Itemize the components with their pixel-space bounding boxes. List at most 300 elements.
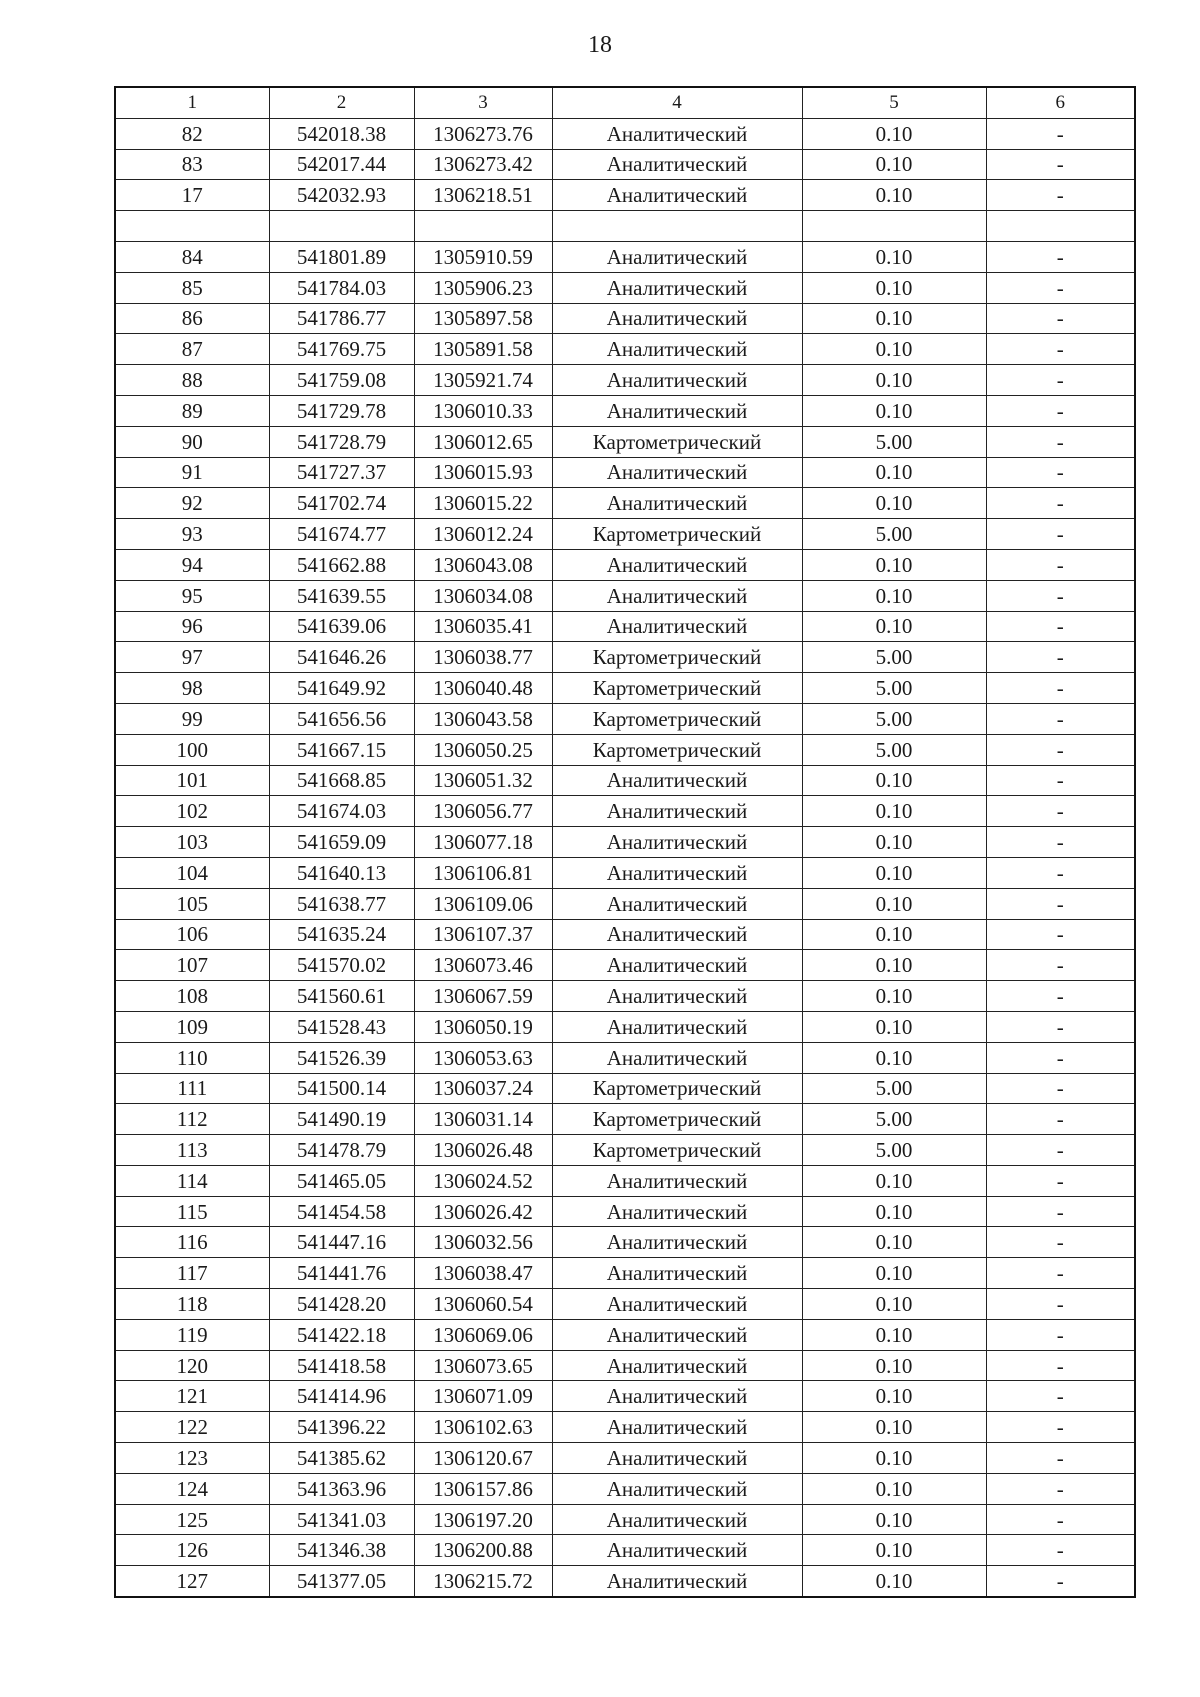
method-cell: Аналитический — [552, 1227, 802, 1258]
table-row — [115, 149, 1135, 180]
y-coordinate-cell: 1306035.41 — [414, 611, 552, 642]
y-coordinate-cell: 1306067.59 — [414, 981, 552, 1012]
table-row — [115, 1443, 1135, 1474]
point-number-cell: 85 — [115, 272, 269, 303]
point-number-cell: 123 — [115, 1443, 269, 1474]
x-coordinate-cell: 541667.15 — [269, 734, 414, 765]
method-cell: Аналитический — [552, 1535, 802, 1566]
page-number: 18 — [588, 32, 612, 58]
table-row — [115, 549, 1135, 580]
x-coordinate-cell: 541341.03 — [269, 1504, 414, 1535]
accuracy-cell: 0.10 — [802, 1196, 986, 1227]
note-cell: - — [986, 149, 1135, 180]
accuracy-cell — [802, 211, 986, 242]
accuracy-cell: 0.10 — [802, 611, 986, 642]
table-row — [115, 519, 1135, 550]
point-number-cell: 92 — [115, 488, 269, 519]
note-cell: - — [986, 1196, 1135, 1227]
x-coordinate-cell: 542032.93 — [269, 180, 414, 211]
x-coordinate-cell: 541639.55 — [269, 580, 414, 611]
y-coordinate-cell: 1306157.86 — [414, 1473, 552, 1504]
y-coordinate-cell: 1306043.08 — [414, 549, 552, 580]
x-coordinate-cell: 541649.92 — [269, 673, 414, 704]
point-number-cell: 99 — [115, 703, 269, 734]
table-row — [115, 488, 1135, 519]
method-cell: Аналитический — [552, 1042, 802, 1073]
table-row — [115, 395, 1135, 426]
method-cell: Аналитический — [552, 1473, 802, 1504]
x-coordinate-cell: 541639.06 — [269, 611, 414, 642]
note-cell: - — [986, 1227, 1135, 1258]
point-number-cell: 120 — [115, 1350, 269, 1381]
accuracy-cell: 0.10 — [802, 796, 986, 827]
method-cell: Картометрический — [552, 703, 802, 734]
x-coordinate-cell: 541441.76 — [269, 1258, 414, 1289]
table-row — [115, 334, 1135, 365]
table-row — [115, 1289, 1135, 1320]
method-cell: Аналитический — [552, 149, 802, 180]
x-coordinate-cell: 541396.22 — [269, 1412, 414, 1443]
table-row — [115, 1473, 1135, 1504]
x-coordinate-cell: 541528.43 — [269, 1011, 414, 1042]
header-cell: 2 — [269, 87, 414, 118]
y-coordinate-cell: 1305891.58 — [414, 334, 552, 365]
accuracy-cell: 0.10 — [802, 1412, 986, 1443]
method-cell: Аналитический — [552, 1165, 802, 1196]
note-cell: - — [986, 426, 1135, 457]
accuracy-cell: 0.10 — [802, 1227, 986, 1258]
method-cell: Аналитический — [552, 1258, 802, 1289]
note-cell: - — [986, 580, 1135, 611]
x-coordinate-cell: 541560.61 — [269, 981, 414, 1012]
accuracy-cell: 0.10 — [802, 888, 986, 919]
accuracy-cell: 0.10 — [802, 857, 986, 888]
accuracy-cell: 0.10 — [802, 1289, 986, 1320]
note-cell: - — [986, 981, 1135, 1012]
point-number-cell: 124 — [115, 1473, 269, 1504]
point-number-cell: 96 — [115, 611, 269, 642]
point-number-cell: 87 — [115, 334, 269, 365]
accuracy-cell: 0.10 — [802, 1258, 986, 1289]
table-row — [115, 1566, 1135, 1597]
x-coordinate-cell: 541769.75 — [269, 334, 414, 365]
point-number-cell: 82 — [115, 118, 269, 149]
method-cell: Аналитический — [552, 950, 802, 981]
point-number-cell: 94 — [115, 549, 269, 580]
note-cell: - — [986, 395, 1135, 426]
note-cell: - — [986, 796, 1135, 827]
y-coordinate-cell: 1305910.59 — [414, 241, 552, 272]
table-row — [115, 1104, 1135, 1135]
x-coordinate-cell: 541465.05 — [269, 1165, 414, 1196]
x-coordinate-cell: 541646.26 — [269, 642, 414, 673]
note-cell: - — [986, 1381, 1135, 1412]
x-coordinate-cell: 541801.89 — [269, 241, 414, 272]
method-cell: Аналитический — [552, 981, 802, 1012]
x-coordinate-cell: 541668.85 — [269, 765, 414, 796]
y-coordinate-cell: 1306060.54 — [414, 1289, 552, 1320]
point-number-cell — [115, 211, 269, 242]
y-coordinate-cell: 1306050.25 — [414, 734, 552, 765]
accuracy-cell: 0.10 — [802, 1165, 986, 1196]
accuracy-cell: 5.00 — [802, 426, 986, 457]
accuracy-cell: 0.10 — [802, 1042, 986, 1073]
y-coordinate-cell: 1306200.88 — [414, 1535, 552, 1566]
x-coordinate-cell: 541363.96 — [269, 1473, 414, 1504]
table-row — [115, 1350, 1135, 1381]
y-coordinate-cell: 1306034.08 — [414, 580, 552, 611]
y-coordinate-cell: 1306120.67 — [414, 1443, 552, 1474]
point-number-cell: 101 — [115, 765, 269, 796]
note-cell: - — [986, 1104, 1135, 1135]
table-row — [115, 950, 1135, 981]
method-cell: Аналитический — [552, 857, 802, 888]
note-cell: - — [986, 1289, 1135, 1320]
x-coordinate-cell: 541526.39 — [269, 1042, 414, 1073]
point-number-cell: 89 — [115, 395, 269, 426]
point-number-cell: 95 — [115, 580, 269, 611]
point-number-cell: 108 — [115, 981, 269, 1012]
method-cell: Аналитический — [552, 1504, 802, 1535]
note-cell: - — [986, 1535, 1135, 1566]
accuracy-cell: 5.00 — [802, 673, 986, 704]
point-number-cell: 84 — [115, 241, 269, 272]
x-coordinate-cell: 541570.02 — [269, 950, 414, 981]
method-cell: Аналитический — [552, 1319, 802, 1350]
accuracy-cell: 0.10 — [802, 919, 986, 950]
note-cell: - — [986, 241, 1135, 272]
note-cell: - — [986, 919, 1135, 950]
x-coordinate-cell: 541346.38 — [269, 1535, 414, 1566]
note-cell: - — [986, 334, 1135, 365]
point-number-cell: 86 — [115, 303, 269, 334]
note-cell: - — [986, 888, 1135, 919]
table-row — [115, 611, 1135, 642]
table-row — [115, 1073, 1135, 1104]
method-cell: Аналитический — [552, 334, 802, 365]
x-coordinate-cell: 541662.88 — [269, 549, 414, 580]
x-coordinate-cell: 542018.38 — [269, 118, 414, 149]
method-cell: Аналитический — [552, 580, 802, 611]
note-cell: - — [986, 1412, 1135, 1443]
table-row — [115, 796, 1135, 827]
y-coordinate-cell: 1306056.77 — [414, 796, 552, 827]
point-number-cell: 93 — [115, 519, 269, 550]
y-coordinate-cell: 1306051.32 — [414, 765, 552, 796]
x-coordinate-cell: 542017.44 — [269, 149, 414, 180]
table-row — [115, 1258, 1135, 1289]
x-coordinate-cell: 541635.24 — [269, 919, 414, 950]
method-cell: Аналитический — [552, 919, 802, 950]
method-cell: Картометрический — [552, 1073, 802, 1104]
y-coordinate-cell: 1306050.19 — [414, 1011, 552, 1042]
table-row — [115, 1042, 1135, 1073]
point-number-cell: 111 — [115, 1073, 269, 1104]
table-row — [115, 241, 1135, 272]
point-number-cell: 126 — [115, 1535, 269, 1566]
y-coordinate-cell: 1306073.65 — [414, 1350, 552, 1381]
table-row — [115, 365, 1135, 396]
y-coordinate-cell: 1306273.76 — [414, 118, 552, 149]
accuracy-cell: 5.00 — [802, 1135, 986, 1166]
table-row — [115, 1319, 1135, 1350]
y-coordinate-cell: 1306015.93 — [414, 457, 552, 488]
method-cell: Аналитический — [552, 1443, 802, 1474]
accuracy-cell: 0.10 — [802, 827, 986, 858]
method-cell: Аналитический — [552, 888, 802, 919]
point-number-cell: 90 — [115, 426, 269, 457]
y-coordinate-cell: 1306218.51 — [414, 180, 552, 211]
table-body — [115, 118, 1135, 1597]
header-cell: 1 — [115, 87, 269, 118]
x-coordinate-cell — [269, 211, 414, 242]
x-coordinate-cell: 541659.09 — [269, 827, 414, 858]
accuracy-cell: 0.10 — [802, 580, 986, 611]
x-coordinate-cell: 541418.58 — [269, 1350, 414, 1381]
method-cell: Картометрический — [552, 642, 802, 673]
point-number-cell: 127 — [115, 1566, 269, 1597]
accuracy-cell: 0.10 — [802, 1504, 986, 1535]
point-number-cell: 103 — [115, 827, 269, 858]
accuracy-cell: 0.10 — [802, 241, 986, 272]
method-cell: Картометрический — [552, 1104, 802, 1135]
method-cell: Аналитический — [552, 488, 802, 519]
point-number-cell: 125 — [115, 1504, 269, 1535]
y-coordinate-cell: 1306038.77 — [414, 642, 552, 673]
method-cell: Аналитический — [552, 1289, 802, 1320]
table-header — [115, 87, 1135, 118]
table-row — [115, 211, 1135, 242]
note-cell: - — [986, 1443, 1135, 1474]
note-cell: - — [986, 1350, 1135, 1381]
table-row — [115, 1011, 1135, 1042]
accuracy-cell: 5.00 — [802, 519, 986, 550]
table-row — [115, 1227, 1135, 1258]
x-coordinate-cell: 541640.13 — [269, 857, 414, 888]
y-coordinate-cell: 1306069.06 — [414, 1319, 552, 1350]
x-coordinate-cell: 541638.77 — [269, 888, 414, 919]
accuracy-cell: 0.10 — [802, 334, 986, 365]
table-row — [115, 734, 1135, 765]
point-number-cell: 107 — [115, 950, 269, 981]
point-number-cell: 112 — [115, 1104, 269, 1135]
y-coordinate-cell: 1306026.48 — [414, 1135, 552, 1166]
note-cell: - — [986, 1042, 1135, 1073]
table-row — [115, 1165, 1135, 1196]
accuracy-cell: 0.10 — [802, 488, 986, 519]
x-coordinate-cell: 541500.14 — [269, 1073, 414, 1104]
table-row — [115, 981, 1135, 1012]
table-row — [115, 765, 1135, 796]
accuracy-cell: 0.10 — [802, 765, 986, 796]
note-cell: - — [986, 457, 1135, 488]
x-coordinate-cell: 541784.03 — [269, 272, 414, 303]
y-coordinate-cell: 1305897.58 — [414, 303, 552, 334]
accuracy-cell: 0.10 — [802, 1443, 986, 1474]
accuracy-cell: 5.00 — [802, 1104, 986, 1135]
x-coordinate-cell: 541728.79 — [269, 426, 414, 457]
accuracy-cell: 5.00 — [802, 642, 986, 673]
y-coordinate-cell: 1306024.52 — [414, 1165, 552, 1196]
note-cell: - — [986, 488, 1135, 519]
method-cell: Аналитический — [552, 395, 802, 426]
y-coordinate-cell: 1306273.42 — [414, 149, 552, 180]
y-coordinate-cell: 1306107.37 — [414, 919, 552, 950]
y-coordinate-cell: 1306015.22 — [414, 488, 552, 519]
method-cell: Аналитический — [552, 1412, 802, 1443]
point-number-cell: 110 — [115, 1042, 269, 1073]
accuracy-cell: 0.10 — [802, 272, 986, 303]
method-cell: Аналитический — [552, 796, 802, 827]
accuracy-cell: 0.10 — [802, 365, 986, 396]
note-cell: - — [986, 734, 1135, 765]
header-cell: 3 — [414, 87, 552, 118]
x-coordinate-cell: 541454.58 — [269, 1196, 414, 1227]
note-cell: - — [986, 118, 1135, 149]
table-row — [115, 180, 1135, 211]
header-row — [115, 87, 1135, 118]
note-cell: - — [986, 827, 1135, 858]
method-cell: Аналитический — [552, 549, 802, 580]
table-row — [115, 888, 1135, 919]
point-number-cell: 118 — [115, 1289, 269, 1320]
table-row — [115, 118, 1135, 149]
note-cell — [986, 211, 1135, 242]
x-coordinate-cell: 541656.56 — [269, 703, 414, 734]
method-cell: Аналитический — [552, 1350, 802, 1381]
point-number-cell: 102 — [115, 796, 269, 827]
x-coordinate-cell: 541759.08 — [269, 365, 414, 396]
note-cell: - — [986, 703, 1135, 734]
note-cell: - — [986, 272, 1135, 303]
method-cell: Аналитический — [552, 272, 802, 303]
x-coordinate-cell: 541422.18 — [269, 1319, 414, 1350]
y-coordinate-cell: 1306010.33 — [414, 395, 552, 426]
point-number-cell: 97 — [115, 642, 269, 673]
point-number-cell: 83 — [115, 149, 269, 180]
x-coordinate-cell: 541727.37 — [269, 457, 414, 488]
accuracy-cell: 0.10 — [802, 395, 986, 426]
x-coordinate-cell: 541385.62 — [269, 1443, 414, 1474]
point-number-cell: 117 — [115, 1258, 269, 1289]
point-number-cell: 106 — [115, 919, 269, 950]
method-cell: Аналитический — [552, 611, 802, 642]
accuracy-cell: 0.10 — [802, 549, 986, 580]
table-row — [115, 642, 1135, 673]
accuracy-cell: 0.10 — [802, 1011, 986, 1042]
note-cell: - — [986, 950, 1135, 981]
accuracy-cell: 5.00 — [802, 703, 986, 734]
accuracy-cell: 0.10 — [802, 1319, 986, 1350]
note-cell: - — [986, 857, 1135, 888]
accuracy-cell: 0.10 — [802, 1566, 986, 1597]
y-coordinate-cell: 1305906.23 — [414, 272, 552, 303]
header-cell: 4 — [552, 87, 802, 118]
point-number-cell: 91 — [115, 457, 269, 488]
note-cell: - — [986, 303, 1135, 334]
coordinates-table — [114, 86, 1136, 1598]
accuracy-cell: 0.10 — [802, 118, 986, 149]
point-number-cell: 105 — [115, 888, 269, 919]
x-coordinate-cell: 541447.16 — [269, 1227, 414, 1258]
point-number-cell: 98 — [115, 673, 269, 704]
x-coordinate-cell: 541674.77 — [269, 519, 414, 550]
x-coordinate-cell: 541377.05 — [269, 1566, 414, 1597]
note-cell: - — [986, 519, 1135, 550]
table-row — [115, 919, 1135, 950]
accuracy-cell: 0.10 — [802, 457, 986, 488]
point-number-cell: 17 — [115, 180, 269, 211]
table-row — [115, 1381, 1135, 1412]
y-coordinate-cell: 1306077.18 — [414, 827, 552, 858]
note-cell: - — [986, 1011, 1135, 1042]
note-cell: - — [986, 1073, 1135, 1104]
y-coordinate-cell: 1306040.48 — [414, 673, 552, 704]
accuracy-cell: 0.10 — [802, 303, 986, 334]
point-number-cell: 88 — [115, 365, 269, 396]
note-cell: - — [986, 1566, 1135, 1597]
table-row — [115, 703, 1135, 734]
method-cell: Аналитический — [552, 1011, 802, 1042]
note-cell: - — [986, 180, 1135, 211]
header-cell: 5 — [802, 87, 986, 118]
table-row — [115, 303, 1135, 334]
y-coordinate-cell: 1305921.74 — [414, 365, 552, 396]
note-cell: - — [986, 365, 1135, 396]
accuracy-cell: 0.10 — [802, 1535, 986, 1566]
y-coordinate-cell: 1306215.72 — [414, 1566, 552, 1597]
table-row — [115, 827, 1135, 858]
accuracy-cell: 5.00 — [802, 1073, 986, 1104]
y-coordinate-cell: 1306071.09 — [414, 1381, 552, 1412]
table-row — [115, 857, 1135, 888]
table-row — [115, 457, 1135, 488]
y-coordinate-cell: 1306073.46 — [414, 950, 552, 981]
note-cell: - — [986, 642, 1135, 673]
method-cell: Аналитический — [552, 241, 802, 272]
note-cell: - — [986, 673, 1135, 704]
x-coordinate-cell: 541414.96 — [269, 1381, 414, 1412]
method-cell: Аналитический — [552, 457, 802, 488]
point-number-cell: 114 — [115, 1165, 269, 1196]
note-cell: - — [986, 1504, 1135, 1535]
accuracy-cell: 0.10 — [802, 149, 986, 180]
y-coordinate-cell: 1306026.42 — [414, 1196, 552, 1227]
x-coordinate-cell: 541729.78 — [269, 395, 414, 426]
table-row — [115, 673, 1135, 704]
y-coordinate-cell: 1306043.58 — [414, 703, 552, 734]
point-number-cell: 116 — [115, 1227, 269, 1258]
y-coordinate-cell: 1306012.24 — [414, 519, 552, 550]
table-row — [115, 272, 1135, 303]
y-coordinate-cell: 1306012.65 — [414, 426, 552, 457]
method-cell: Аналитический — [552, 1196, 802, 1227]
note-cell: - — [986, 611, 1135, 642]
y-coordinate-cell: 1306106.81 — [414, 857, 552, 888]
point-number-cell: 121 — [115, 1381, 269, 1412]
y-coordinate-cell: 1306197.20 — [414, 1504, 552, 1535]
method-cell: Аналитический — [552, 1381, 802, 1412]
point-number-cell: 115 — [115, 1196, 269, 1227]
point-number-cell: 119 — [115, 1319, 269, 1350]
accuracy-cell: 0.10 — [802, 1473, 986, 1504]
method-cell: Аналитический — [552, 365, 802, 396]
table-row — [115, 1535, 1135, 1566]
table-row — [115, 1504, 1135, 1535]
note-cell: - — [986, 1473, 1135, 1504]
y-coordinate-cell: 1306109.06 — [414, 888, 552, 919]
table-row — [115, 1412, 1135, 1443]
